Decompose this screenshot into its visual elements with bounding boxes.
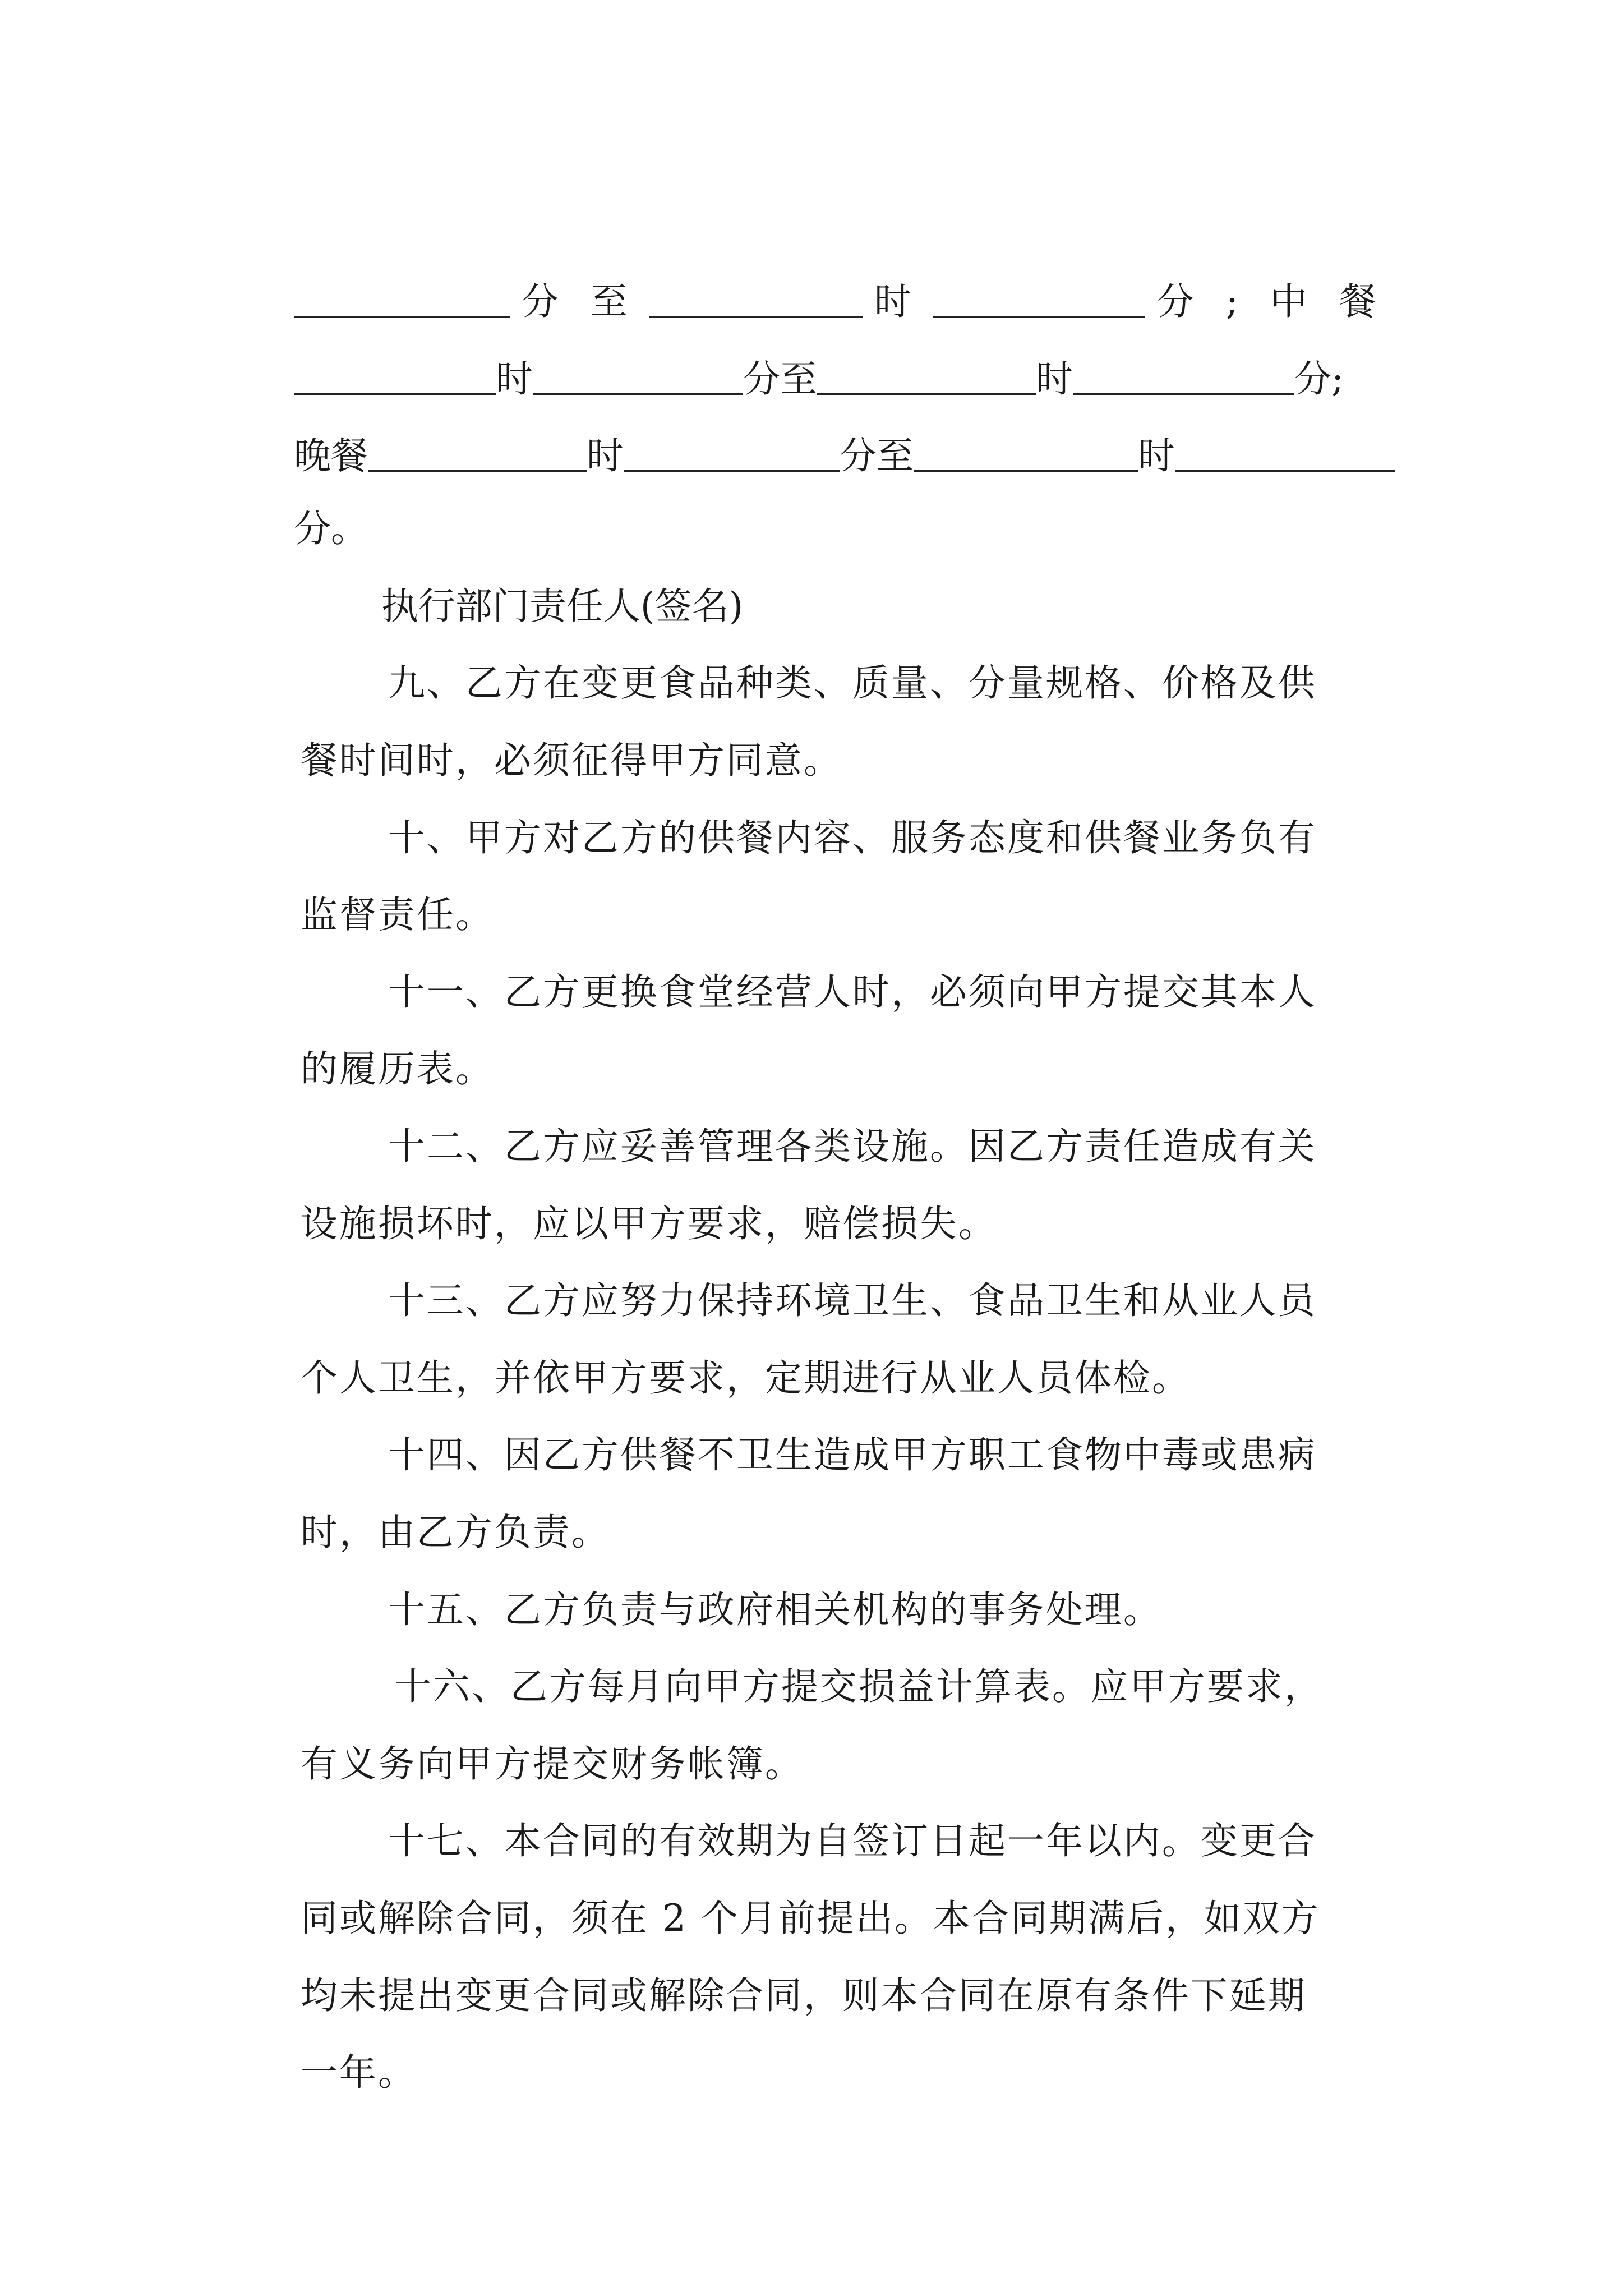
clause-text: 同或解除合同，须在 2 个月前提出。本合同期满后，如双方 [300,1897,1320,1940]
text: 时 [1137,434,1175,477]
text: 晚餐 [293,434,368,477]
text: 分至 [743,357,817,401]
clause-text: 时，由乙方负责。 [300,1511,610,1554]
clause-text: 餐时间时，必须征得甲方同意。 [300,739,842,782]
text: 时 [1035,357,1073,401]
text: 执行部门责任人(签名) [381,585,744,628]
text: 时 [874,280,921,323]
clause-text: 十六、乙方每月向甲方提交损益计算表。应甲方要求， [394,1665,1323,1708]
clause-text: 十四、因乙方供餐不卫生造成甲方职工食物中毒或患病 [388,1433,1317,1476]
clause-text: 十五、乙方负责与政府相关机构的事务处理。 [388,1588,1162,1631]
text: 分。 [293,507,368,550]
fill-blank[interactable] [914,430,1138,472]
text: 时 [586,434,624,477]
fill-blank[interactable] [1175,430,1395,472]
text: 分 至 [521,280,638,323]
clause-text: 十一、乙方更换食堂经营人时，必须向甲方提交其本人 [388,970,1317,1014]
text: 时 [495,357,533,401]
clause-text: 个人卫生，并依甲方要求，定期进行从业人员体检。 [300,1356,1191,1400]
meal-time-line-3 [247,376,1395,532]
clause-text: 一年。 [300,2051,417,2094]
fill-blank[interactable] [368,430,587,472]
clause-text: 的履历表。 [300,1047,494,1091]
fill-blank[interactable] [624,430,840,472]
clause-text: 十、甲方对乙方的供餐内容、服务态度和供餐业务负有 [388,816,1317,859]
text: 分; [1294,357,1344,401]
clause-text: 十二、乙方应妥善管理各类设施。因乙方责任造成有关 [388,1125,1317,1168]
clause-text: 十七、本合同的有效期为自签订日起一年以内。变更合 [388,1819,1317,1862]
clause-17-line-4 [247,1997,417,2148]
text: 分至 [839,434,914,477]
clause-text: 均未提出变更合同或解除合同，则本合同在原有条件下延期 [300,1974,1307,2017]
text: 分 ; 中 餐 [1156,280,1387,323]
clause-text: 监督责任。 [300,893,494,936]
clause-text: 九、乙方在变更食品种类、质量、分量规格、价格及供 [388,661,1317,705]
clause-text: 十三、乙方应努力保持环境卫生、食品卫生和从业人员 [388,1279,1317,1322]
clause-text: 设施损坏时，应以甲方要求，赔偿损失。 [300,1202,997,1245]
clause-text: 有义务向甲方提交财务帐簿。 [300,1742,804,1786]
